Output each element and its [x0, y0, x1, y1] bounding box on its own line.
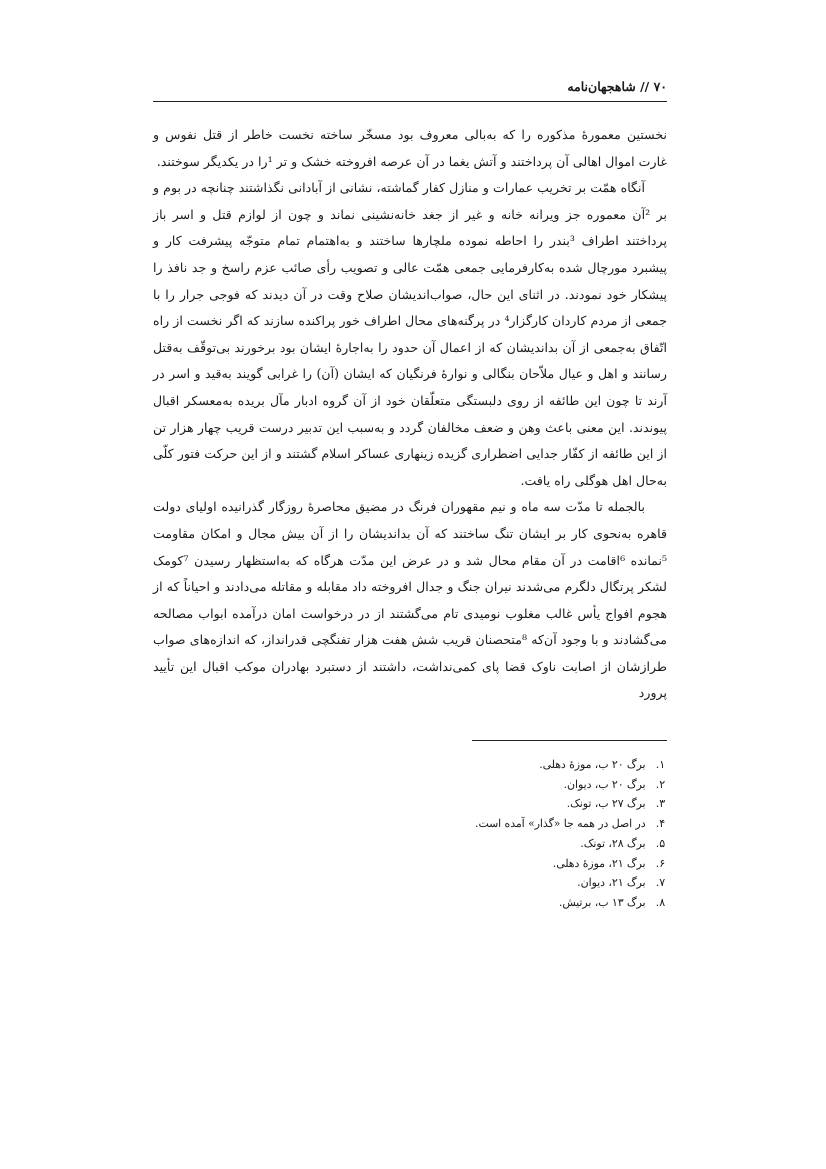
footnote-number: ۵.: [655, 836, 665, 850]
footnote-8: [153, 893, 665, 913]
footnote-7: [153, 873, 665, 893]
footnote-rule: [472, 740, 667, 741]
footnote-text: برگ ۲۸، تونک.: [580, 836, 646, 850]
running-header: ۷۰ // شاهجهان‌نامه: [567, 79, 667, 94]
footnote-5: [153, 834, 665, 854]
footnote-number: ۴.: [655, 817, 665, 831]
footnote-number: ۳.: [655, 797, 665, 811]
footnote-3: [153, 794, 665, 814]
footnote-number: ۷.: [655, 876, 665, 890]
paragraph-2: آنگاه همّت بر تخریب عمارات و منازل کفار گماشته، نشانی از آبادانی نگذاشتند چنانچه در بوم و بر ²آن معموره جز ویرانه خانه و غیر از جغد خانه‌نشینی نماند و چون از لوازم قتل و اسر باز پرداختند اطراف ³بندر را احاطه نموده ملچارها ساختند و به‌اهتمام تمام متوجّه پیشرفت کار و پیشبرد مورچال شده به‌کارفرمایی جمعی همّت عالی و تصویب رأی صائب عزم راسخ و جد نافذ را پیشکار خود نمودند. در اثنای این حال، صواب‌اندیشان صلاح وقت در آن دیدند که فوجی جرار را با جمعی از مردم کاردان کارگزار⁴ در پرگنه‌های محال اطراف خور پراکنده سازند که اگر نخست از راه اتّفاق به‌جمعی از آن بداندیشان که از اعمال آن حدود را به‌اجارهٔ ایشان بود برخورند بی‌توقّف به‌قتل رسانند و اهل و عیال ملاّحان بنگالی و نوارهٔ فرنگیان که ایشان (آن) را غرابی گویند به‌قید و اسر در آرند تا چون این طائفه از روی دلبستگی متعلّقان خود از آن گروه ادبار مآل بریده به‌معسکر اقبال پیوندند. این معنی باعث وهن و ضعف مخالفان گردد و به‌سبب این تدبیر درست قریب چهار هزار تن از این طائفه از کفّار جدایی اضطراری گزیده زینهاری عساکر اسلام گشتند و از این حرکت فتور کلّی به‌حال اهل هوگلی راه یافت.: [153, 180, 667, 488]
footnote-number: ۲.: [655, 777, 665, 791]
footnotes-list: [153, 755, 667, 913]
footnote-number: ۱.: [655, 758, 665, 772]
footnote-text: برگ ۲۰ ب، موزهٔ دهلی.: [539, 758, 646, 772]
footnote-number: ۸.: [655, 895, 665, 909]
footnote-text: برگ ۲۱، موزهٔ دهلی.: [552, 856, 646, 870]
footnote-text: برگ ۲۷ ب، تونک.: [566, 797, 646, 811]
header-rule: [153, 101, 667, 102]
main-text: [153, 122, 667, 707]
footnote-text: برگ ۱۳ ب، برتیش.: [558, 895, 646, 909]
footnote-text: در اصل در همه جا «گذار» آمده است.: [475, 817, 646, 831]
footnote-text: برگ ۲۰ ب، دیوان.: [563, 777, 646, 791]
paragraph-1: نخستین معمورهٔ مذکوره را که به‌بالی معروف بود مسخّر ساخته نخست خاطر از قتل نفوس و غارت اموال اهالی آن پرداختند و آتش یغما در آن عرصه افروخته خشک و تر ¹را در یکدیگر سوختند.: [153, 127, 667, 169]
footnote-6: [153, 854, 665, 874]
footnote-4: [153, 814, 665, 834]
footnote-text: برگ ۲۱، دیوان.: [577, 876, 646, 890]
footnote-number: ۶.: [655, 856, 665, 870]
footnote-2: [153, 775, 665, 795]
book-page: [153, 76, 667, 913]
footnote-1: [153, 755, 665, 775]
paragraph-3: بالجمله تا مدّت سه ماه و نیم مقهوران فرنگ در مضیق محاصرهٔ روزگار گذرانیده اولیای دولت قاهره به‌نحوی کار بر ایشان تنگ ساختند که آن بداندیشان را از آن بیش مجال و امکان مقاومت ⁵نمانده ⁶اقامت در آن مقام محال شد و در عرض این مدّت هرگاه که به‌استظهار رسیدن ⁷کومک لشکر پرتگال دلگرم می‌شدند نیران جنگ و جدال افروخته داد مقابله و مقاتله می‌دادند و احیاناً که از هجوم افواج یأس غالب مغلوب نومیدی تام می‌گشتند از در درخواست امان درآمده ابواب مصالحه می‌گشادند و با وجود آن‌که ⁸متحصنان قریب شش هفت هزار تفنگچی قدرانداز، که اندازه‌های صواب طرازشان از اصابت ناوک قضا پای کمی‌نداشت، داشتند از دستبرد بهادران موکب اقبال این تأیید پرورد: [153, 499, 668, 701]
